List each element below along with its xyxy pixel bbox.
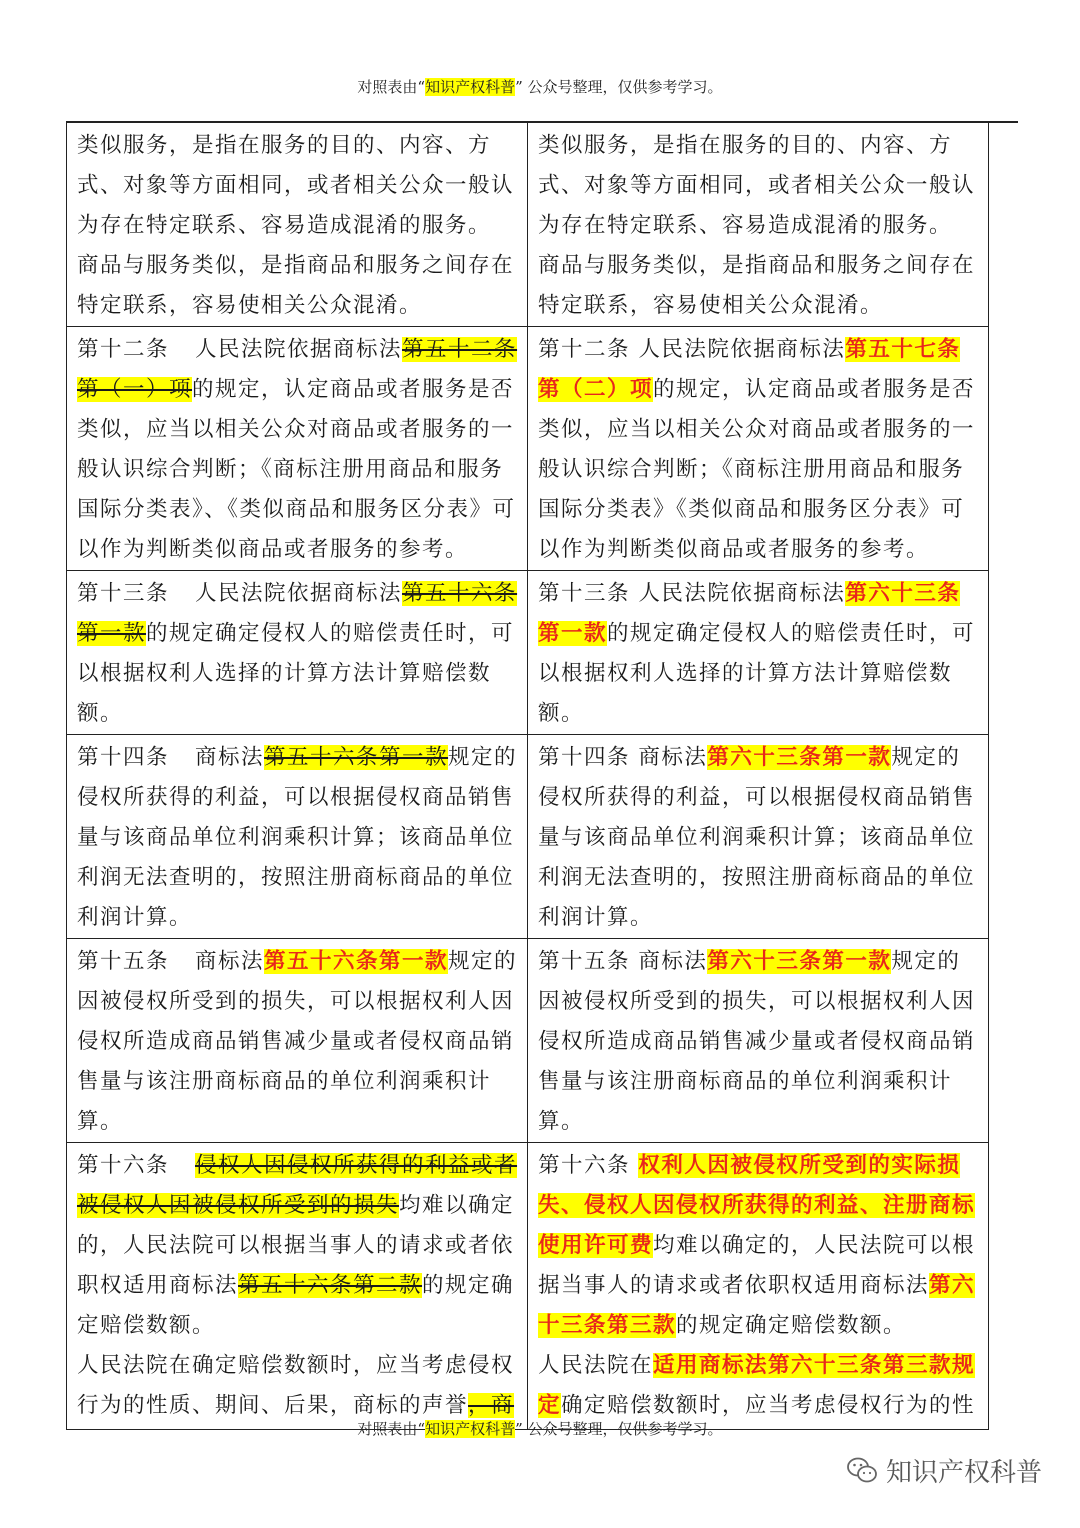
text-segment: 商品与服务类似，是指商品和服务之间存在特定联系，容易使相关公众混淆。 xyxy=(77,253,515,318)
paragraph xyxy=(77,574,519,734)
marked-text: 第五十六条第二款 xyxy=(238,1273,423,1298)
wechat-icon xyxy=(846,1456,878,1486)
table-row xyxy=(67,327,989,571)
text-segment: 的规定确定赔偿数额。 xyxy=(77,1273,515,1338)
page-header xyxy=(0,76,1080,97)
old-text-cell xyxy=(67,123,528,327)
text-segment: 商标法 xyxy=(195,949,265,974)
text-segment: 人民法院依据商标法 xyxy=(195,581,403,606)
text-segment: 第十三条 人民法院依据商标法 xyxy=(538,581,846,606)
header-prefix: 对照表由“ xyxy=(357,78,426,96)
new-text-cell xyxy=(528,735,989,939)
text-segment: 第十六条 xyxy=(538,1153,639,1178)
paragraph xyxy=(77,1146,519,1346)
table-row xyxy=(67,123,989,327)
text-segment: 第十六条 xyxy=(77,1153,170,1178)
text-segment: 的规定确定侵权人的赔偿责任时，可以根据权利人选择的计算方法计算赔偿数额。 xyxy=(77,621,515,726)
header-highlight: 知识产权科普 xyxy=(425,78,516,96)
text-segment: 商标法 xyxy=(195,745,265,770)
text-segment: 人民法院在 xyxy=(538,1353,654,1378)
text-segment: 的规定确定赔偿数额。 xyxy=(676,1313,907,1338)
paragraph xyxy=(538,126,980,246)
marked-text: 权利人因被侵权所受到的实际损失、侵权人因侵权所获得的利益、注册商标使用许可费 xyxy=(538,1153,976,1258)
paragraph xyxy=(538,1146,980,1346)
text-segment: 第十五条 商标法 xyxy=(538,949,708,974)
paragraph xyxy=(77,246,519,326)
paragraph xyxy=(77,126,519,246)
table-row xyxy=(67,735,989,939)
new-text-cell xyxy=(528,939,989,1143)
watermark xyxy=(846,1452,1042,1489)
marked-text: 第五十六条第一款 xyxy=(77,581,518,646)
text-segment: 的规定，认定商品或者服务是否类似，应当以相关公众对商品或者服务的一般认识综合判断；《商标注册用商品和服务国际分类表》、《类似商品和服务区分表》可以作为判断类似商品或者服务的参考。 xyxy=(77,377,516,562)
text-segment: 的规定，认定商品或者服务是否类似，应当以相关公众对商品或者服务的一般认识综合判断；《商标注册用商品和服务国际分类表》《类似商品和服务区分表》可以作为判断类似商品或者服务的参考。 xyxy=(538,377,976,562)
text-segment: 第十四条 xyxy=(77,745,170,770)
paragraph xyxy=(77,330,519,570)
paragraph xyxy=(538,246,980,326)
marked-text: 第五十六条第一款 xyxy=(264,949,449,974)
text-segment: 第十四条 商标法 xyxy=(538,745,708,770)
watermark-text: 知识产权科普 xyxy=(886,1458,1043,1488)
footer-prefix: 对照表由“ xyxy=(357,1420,426,1438)
text-segment: 规定的因被侵权所受到的损失，可以根据权利人因侵权所造成商品销售减少量或者侵权商品销售量与该注册商标商品的单位利润乘积计算。 xyxy=(538,949,976,1134)
text-segment: 人民法院在确定赔偿数额时，应当考虑侵权行为的性质、期间、后果，商标的声誉 xyxy=(77,1353,515,1418)
paragraph xyxy=(538,574,980,734)
marked-text: 侵权人因侵权所获得的利益或者被侵权人因被侵权所受到的损失 xyxy=(77,1153,518,1218)
text-segment: 第十二条 xyxy=(77,337,170,362)
marked-text: 第六十三条第三款 xyxy=(538,1273,976,1338)
old-text-cell xyxy=(67,735,528,939)
text-segment: 类似服务，是指在服务的目的、内容、方式、对象等方面相同，或者相关公众一般认为存在特定联系、容易造成混淆的服务。 xyxy=(77,133,515,238)
text-segment: 商品与服务类似，是指商品和服务之间存在特定联系，容易使相关公众混淆。 xyxy=(538,253,976,318)
marked-text: 第五十二条第（一）项 xyxy=(77,337,518,402)
header-suffix: ” 公众号整理，仅供参考学习。 xyxy=(515,78,723,96)
paragraph xyxy=(77,738,519,938)
table-row xyxy=(67,939,989,1143)
text-segment: 的规定确定侵权人的赔偿责任时，可以根据权利人选择的计算方法计算赔偿数额。 xyxy=(538,621,976,726)
text-segment: 人民法院依据商标法 xyxy=(195,337,403,362)
text-segment: 第十二条 人民法院依据商标法 xyxy=(538,337,846,362)
old-text-cell xyxy=(67,939,528,1143)
marked-text: 适用商标法第六十三条第三款规定 xyxy=(538,1353,976,1418)
paragraph xyxy=(538,942,980,1142)
text-segment: 确定赔偿数额时，应当考虑侵权行为的性 xyxy=(561,1393,976,1418)
comparison-table xyxy=(66,122,989,1430)
footer-suffix: ” 公众号整理，仅供参考学习。 xyxy=(515,1420,723,1438)
paragraph xyxy=(538,1346,980,1426)
paragraph xyxy=(538,738,980,938)
new-text-cell xyxy=(528,571,989,735)
marked-text: 第六十三条第一款 xyxy=(538,581,961,646)
page-footer xyxy=(0,1418,1080,1439)
paragraph xyxy=(77,942,519,1142)
text-segment: 规定的侵权所获得的利益，可以根据侵权商品销售量与该商品单位利润乘积计算；该商品单位利润无法查明的，按照注册商标商品的单位利润计算。 xyxy=(538,745,976,930)
new-text-cell xyxy=(528,327,989,571)
text-segment: 规定的因被侵权所受到的损失，可以根据权利人因侵权所造成商品销售减少量或者侵权商品销售量与该注册商标商品的单位利润乘积计算。 xyxy=(77,949,518,1134)
table-row xyxy=(67,1143,989,1430)
text-segment: 第十三条 xyxy=(77,581,170,606)
old-text-cell xyxy=(67,571,528,735)
new-text-cell xyxy=(528,1143,989,1430)
paragraph xyxy=(538,330,980,570)
marked-text: 第六十三条第一款 xyxy=(707,949,892,974)
new-text-cell xyxy=(528,123,989,327)
footer-highlight: 知识产权科普 xyxy=(425,1420,516,1438)
text-segment: 规定的侵权所获得的利益，可以根据侵权商品销售量与该商品单位利润乘积计算；该商品单位利润无法查明的，按照注册商标商品的单位利润计算。 xyxy=(77,745,518,930)
text-segment: 均难以确定的，人民法院可以根据当事人的请求或者依职权适用商标法 xyxy=(538,1233,976,1298)
marked-text: 第六十三条第一款 xyxy=(707,745,892,770)
marked-text: 第五十六条第一款 xyxy=(264,745,449,770)
comparison-table-body xyxy=(67,123,989,1430)
old-text-cell xyxy=(67,1143,528,1430)
text-segment: 均难以确定的，人民法院可以根据当事人的请求或者依职权适用商标法 xyxy=(77,1193,515,1298)
paragraph xyxy=(77,1346,519,1426)
text-segment: 第十五条 xyxy=(77,949,170,974)
marked-text: 第五十七条第（二）项 xyxy=(538,337,961,402)
table-row xyxy=(67,571,989,735)
text-segment: 类似服务，是指在服务的目的、内容、方式、对象等方面相同，或者相关公众一般认为存在特定联系、容易造成混淆的服务。 xyxy=(538,133,976,238)
marked-text: ，商 xyxy=(468,1393,515,1418)
old-text-cell xyxy=(67,327,528,571)
